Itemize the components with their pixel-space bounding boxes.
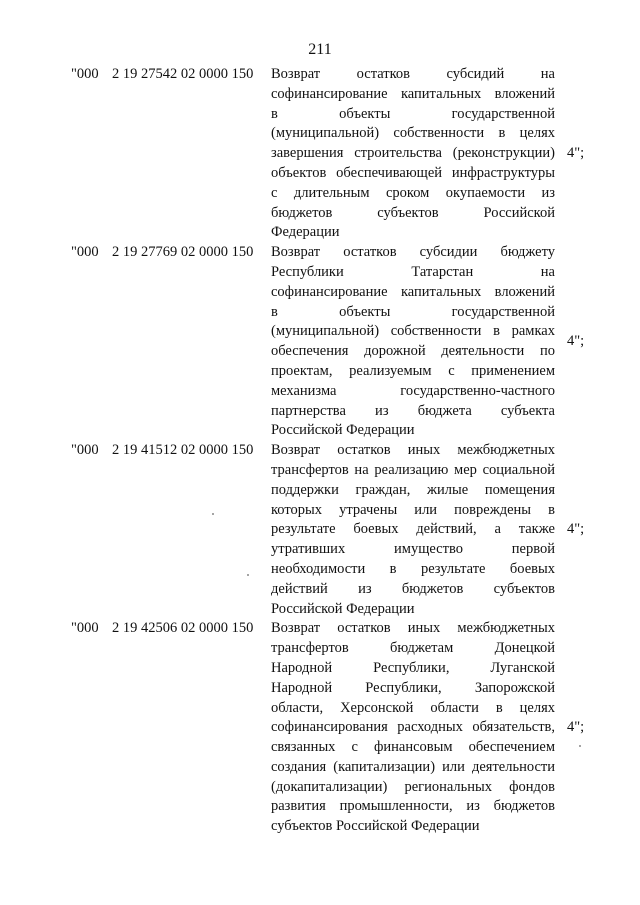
name-line: бюджетов субъектов Российской <box>271 204 555 221</box>
classification-code: 2 19 42506 02 0000 150 <box>112 620 254 637</box>
standard-value: 4"; <box>567 145 585 162</box>
name-line: Возврат остатков иных межбюджетных <box>271 620 555 637</box>
name-line: результате боевых действий, а также <box>271 521 555 538</box>
budget-classification-table <box>0 65 640 837</box>
admin-code: "000 <box>71 620 99 637</box>
scan-speck <box>212 513 214 515</box>
name-line: области, Херсонской области в целях <box>271 699 555 716</box>
name-line: развития промышленности, из бюджетов <box>271 798 555 815</box>
standard-value: 4"; <box>567 521 585 538</box>
name-line: Народной Республики, Запорожской <box>271 679 555 696</box>
name-line: субъектов Российской Федерации <box>271 818 480 835</box>
classification-code: 2 19 27542 02 0000 150 <box>112 66 254 82</box>
name-line: утративших имущество первой <box>271 541 555 558</box>
scan-speck <box>579 745 581 747</box>
table-row <box>0 65 640 243</box>
name-line: Возврат остатков субсидий на <box>271 66 555 82</box>
name-line: с длительным сроком окупаемости из <box>271 184 555 201</box>
name-line: завершения строительства (реконструкции) <box>271 145 555 162</box>
name-line: проектам, реализуемым с применением <box>271 362 555 379</box>
name-line: действий из бюджетов субъектов <box>271 580 555 597</box>
name-line: Народной Республики, Луганской <box>271 659 555 676</box>
name-line: в объекты государственной <box>271 303 555 320</box>
admin-code: "000 <box>71 244 99 261</box>
name-line: софинансирование капитальных вложений <box>271 283 555 300</box>
classification-code: 2 19 41512 02 0000 150 <box>112 442 254 459</box>
income-name <box>271 619 555 837</box>
scan-speck <box>247 574 249 576</box>
name-line: Республики Татарстан на <box>271 263 555 280</box>
name-line: партнерства из бюджета субъекта <box>271 402 555 419</box>
table-row <box>0 619 640 837</box>
page-number: 211 <box>308 41 332 58</box>
name-line: трансфертов бюджетам Донецкой <box>271 640 555 657</box>
name-line: механизма государственно-частного <box>271 382 555 399</box>
income-name <box>271 441 555 619</box>
name-line: софинансирования расходных обязательств, <box>271 719 555 736</box>
name-line: Российской Федерации <box>271 422 415 439</box>
name-line: необходимости в результате боевых <box>271 560 555 577</box>
standard-value: 4"; <box>567 333 585 350</box>
table-row <box>0 441 640 619</box>
name-line: Возврат остатков субсидии бюджету <box>271 244 555 261</box>
name-line: (докапитализации) региональных фондов <box>271 778 555 795</box>
name-line: Федерации <box>271 224 340 241</box>
name-line: (муниципальной) собственности в рамках <box>271 323 555 340</box>
income-name <box>271 65 555 243</box>
name-line: Российской Федерации <box>271 600 415 617</box>
name-line: которых утрачены или повреждены в <box>271 501 555 518</box>
admin-code: "000 <box>71 442 99 459</box>
name-line: обеспечения дорожной деятельности по <box>271 343 555 360</box>
name-line: трансфертов на реализацию мер социальной <box>271 461 555 478</box>
classification-code: 2 19 27769 02 0000 150 <box>112 244 254 261</box>
name-line: создания (капитализации) или деятельности <box>271 758 555 775</box>
standard-value: 4"; <box>567 719 585 736</box>
name-line: объектов обеспечивающей инфраструктуры <box>271 164 555 181</box>
income-name <box>271 243 555 441</box>
name-line: связанных с финансовым обеспечением <box>271 739 555 756</box>
name-line: Возврат остатков иных межбюджетных <box>271 442 555 459</box>
table-row <box>0 243 640 441</box>
name-line: софинансирование капитальных вложений <box>271 85 555 102</box>
admin-code: "000 <box>71 66 99 82</box>
name-line: (муниципальной) собственности в целях <box>271 125 555 142</box>
name-line: в объекты государственной <box>271 105 555 122</box>
name-line: поддержки граждан, жилые помещения <box>271 481 555 498</box>
